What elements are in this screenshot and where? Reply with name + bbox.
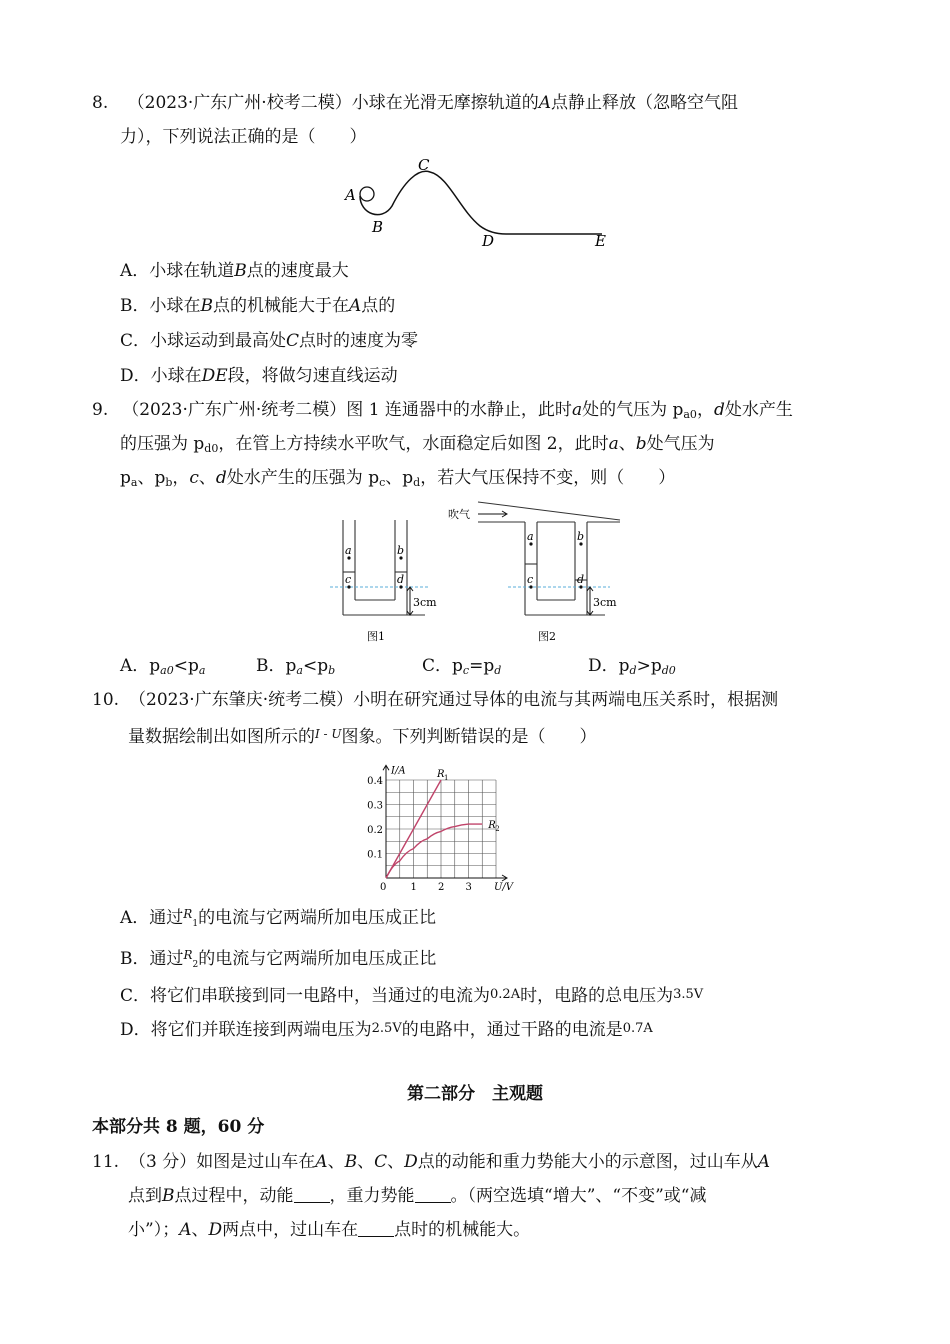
series-label-R1: R bbox=[437, 769, 445, 780]
q10-option-c[interactable]: C．将它们串联接到同一电路中，当通过的电流为0.2A时，电路的总电压为3.5V bbox=[120, 986, 704, 1006]
q9-fig1-label-d: d bbox=[397, 573, 405, 586]
chart-grid bbox=[386, 780, 496, 878]
x-tick-label: 2 bbox=[438, 882, 445, 893]
q9-fig1-caption: 图1 bbox=[367, 630, 385, 643]
y-tick-label: 0.4 bbox=[367, 776, 383, 787]
q9-fig2-label-c: c bbox=[527, 573, 534, 586]
q9-fig1-label-a: a bbox=[345, 544, 352, 557]
q8-track-figure bbox=[330, 152, 620, 252]
q8-stem-line1: 8. （2023·广东广州·校考二模）小球在光滑无摩擦轨道的A点静止释放（忽略空气阻 bbox=[92, 93, 738, 113]
q10-stem-line2: 量数据绘制出如图所示的$^{I - U}$图象。下列判断错误的是（ ） bbox=[128, 727, 597, 747]
section-subtitle: 本部分共 8 题，60 分 bbox=[92, 1117, 265, 1137]
q8-label-c: C bbox=[418, 156, 430, 174]
q8-label-e: E bbox=[595, 232, 606, 250]
q10-option-b[interactable]: B．通过$^R_2$的电流与它两端所加电压成正比 bbox=[120, 948, 437, 970]
q9-stem-line1: 9. （2023·广东广州·统考二模）图 1 连通器中的水静止，此时a处的气压为 $p_{a0}$，d处水产生 bbox=[92, 400, 793, 421]
q8-option-c[interactable]: C．小球运动到最高处C点时的速度为零 bbox=[120, 331, 419, 351]
section-title: 第二部分 主观题 bbox=[407, 1084, 543, 1104]
q9-stem-line3: $p_a$、$p_b$，c、d处水产生的压强为 $p_c$、$p_d$，若大气压保持不变，则（ ） bbox=[120, 468, 676, 489]
q9-fig2-air-line bbox=[478, 502, 620, 520]
q11-blank-2[interactable] bbox=[415, 1186, 451, 1203]
x-axis-label: U/V bbox=[494, 882, 514, 893]
q10-iu-chart bbox=[367, 755, 575, 893]
q9-option-b[interactable]: B．$p_a<p_b$ bbox=[256, 656, 336, 677]
q8-ball bbox=[360, 187, 374, 201]
y-tick-label: 0.3 bbox=[367, 800, 383, 812]
q9-option-a[interactable]: A．$p_{a0}<p_a$ bbox=[120, 656, 206, 677]
q8-label-a: A bbox=[345, 186, 356, 204]
series-label-R2: R bbox=[488, 820, 496, 832]
q9-fig2-label-a: a bbox=[527, 530, 534, 543]
q11-blank-3[interactable] bbox=[358, 1220, 394, 1237]
q9-option-c[interactable]: C．$p_c=p_d$ bbox=[422, 656, 502, 677]
q8-option-b[interactable]: B．小球在B点的机械能大于在A点的 bbox=[120, 296, 396, 316]
y-tick-label: 0.2 bbox=[367, 825, 383, 836]
q8-stem-line2: 力），下列说法正确的是（ ） bbox=[120, 127, 367, 147]
q9-fig1-label-c: c bbox=[345, 573, 352, 586]
q11-number: 11. bbox=[92, 1152, 120, 1172]
q9-fig2-height-label: 3cm bbox=[593, 596, 617, 609]
chart-ticks bbox=[367, 776, 472, 893]
x-tick-label: 1 bbox=[410, 882, 417, 893]
q8-label-d: D bbox=[482, 232, 495, 250]
q9-fig1-height-label: 3cm bbox=[413, 596, 437, 609]
q9-stem-line2: 的压强为 $p_{d0}$，在管上方持续水平吹气，水面稳定后如图 2，此时a、b处气压为 bbox=[120, 434, 715, 455]
q9-fig1-label-b: b bbox=[397, 544, 405, 557]
x-tick-label: 0 bbox=[380, 882, 387, 893]
q8-option-a[interactable]: A．小球在轨道B点的速度最大 bbox=[120, 261, 349, 281]
q9-fig2-label-d: d bbox=[577, 573, 585, 586]
q10-number: 10. bbox=[92, 690, 120, 710]
q11-stem-line1: 11. （3 分）如图是过山车在A、B、C、D点的动能和重力势能大小的示意图，过山车从A bbox=[92, 1152, 770, 1172]
q8-option-d[interactable]: D．小球在DE段，将做匀速直线运动 bbox=[120, 366, 398, 386]
q9-figure bbox=[320, 500, 630, 650]
q9-fig2-label-b: b bbox=[577, 530, 585, 543]
q10-option-d[interactable]: D．将它们并联连接到两端电压为2.5V的电路中，通过干路的电流是0.7A bbox=[120, 1020, 653, 1040]
q9-fig2-caption: 图2 bbox=[538, 630, 556, 643]
y-axis-label: I/A bbox=[391, 765, 406, 777]
q8-track bbox=[360, 171, 602, 234]
q9-fig2-blow-label: 吹气 bbox=[448, 508, 470, 521]
q10-stem-line1: 10. （2023·广东肇庆·统考二模）小明在研究通过导体的电流与其两端电压关系时，根据测 bbox=[92, 690, 779, 710]
q9-option-d[interactable]: D．$p_d>p_{d0}$ bbox=[588, 656, 676, 677]
y-tick-label: 0.1 bbox=[367, 849, 383, 861]
chart-series bbox=[386, 769, 500, 878]
q11-stem-line3: 小”）；A、D两点中，过山车在 点时的机械能大。 bbox=[128, 1220, 531, 1240]
q8-number: 8. bbox=[92, 93, 109, 113]
q11-blank-1[interactable] bbox=[294, 1186, 330, 1203]
q10-option-a[interactable]: A．通过$^R_1$的电流与它两端所加电压成正比 bbox=[120, 907, 437, 929]
x-tick-label: 3 bbox=[465, 882, 472, 893]
series-label-sub-R2: 2 bbox=[495, 825, 500, 834]
series-label-sub-R1: 1 bbox=[444, 774, 449, 782]
q8-label-b: B bbox=[372, 218, 384, 236]
q11-stem-line2: 点到B点过程中，动能 ，重力势能 。（两空选填“增大”、“不变”或“减 bbox=[128, 1186, 707, 1206]
q9-number: 9. bbox=[92, 400, 109, 420]
